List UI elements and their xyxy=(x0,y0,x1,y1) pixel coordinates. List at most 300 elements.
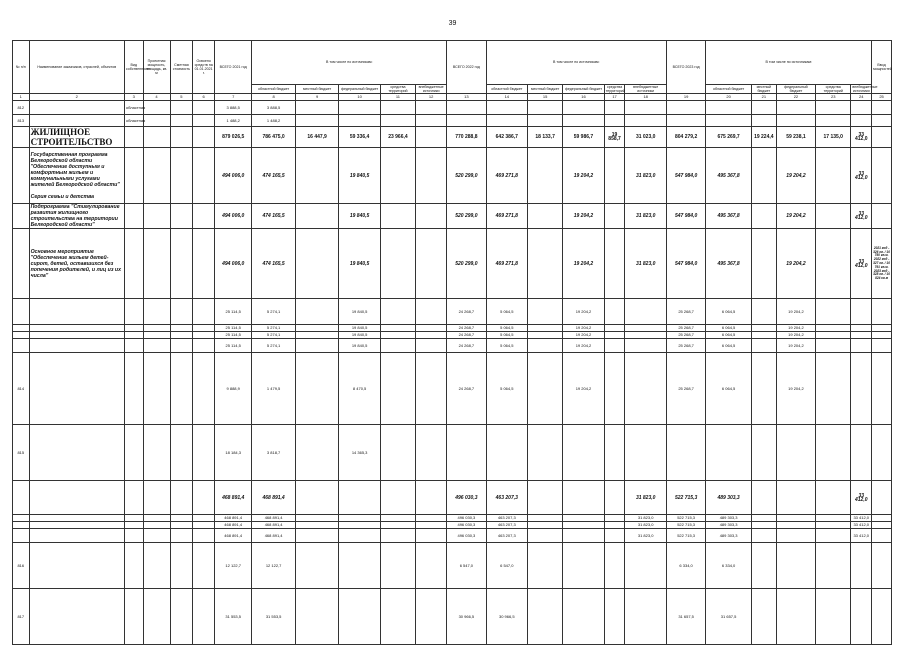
value-cell xyxy=(124,529,143,543)
value-cell xyxy=(380,515,415,522)
value-cell: 675 269,7 xyxy=(706,127,752,148)
value-cell xyxy=(124,127,143,148)
value-cell: 6 064,5 xyxy=(706,353,752,425)
row-name-cell xyxy=(29,204,124,229)
value-cell xyxy=(563,522,604,529)
src-obl-2021: областной бюджет xyxy=(252,85,296,94)
value-cell: областная xyxy=(124,115,143,127)
column-number-cell: 12 xyxy=(416,94,447,101)
value-cell xyxy=(447,115,486,127)
table-row xyxy=(13,515,892,522)
value-cell xyxy=(295,353,339,425)
table-row xyxy=(13,589,892,645)
value-cell xyxy=(751,339,776,353)
row-name-cell xyxy=(29,229,124,299)
value-cell xyxy=(625,339,667,353)
value-cell: 6 064,5 xyxy=(706,339,752,353)
value-cell xyxy=(295,339,339,353)
value-cell xyxy=(666,425,705,481)
value-cell: 19 204,2 xyxy=(563,339,604,353)
value-cell xyxy=(295,229,339,299)
value-cell: 19 840,5 xyxy=(339,148,380,204)
value-cell: 31 823,0 xyxy=(625,204,667,229)
value-cell: 6 064,5 xyxy=(706,332,752,339)
value-cell: 522 715,3 xyxy=(666,481,705,515)
value-cell: 520 299,0 xyxy=(447,204,486,229)
row-number-cell: 814 xyxy=(13,353,30,425)
value-cell xyxy=(706,115,752,127)
value-cell xyxy=(193,332,215,339)
col-cost-header: Сметная стоимость xyxy=(170,41,193,94)
value-cell xyxy=(416,229,447,299)
value-cell xyxy=(604,543,625,589)
value-cell xyxy=(143,229,170,299)
row-number-cell xyxy=(13,339,30,353)
value-cell: 474 165,5 xyxy=(252,148,296,204)
value-cell xyxy=(816,229,851,299)
col-ownership-header: Вид собственности xyxy=(124,41,143,94)
row-name-cell xyxy=(29,529,124,543)
value-cell: 12 122,7 xyxy=(215,543,252,589)
value-cell: 25 268,7 xyxy=(666,299,705,325)
value-cell xyxy=(563,515,604,522)
value-cell xyxy=(124,339,143,353)
value-cell xyxy=(295,299,339,325)
value-cell xyxy=(416,325,447,332)
value-cell xyxy=(416,148,447,204)
src-fed-2021: федеральный бюджет xyxy=(339,85,380,94)
value-cell xyxy=(339,522,380,529)
value-cell xyxy=(143,481,170,515)
capacity-input-cell: 2021 год - 326 кв. / 10 750 кв.м. 2022 год - 327 кв. / 10 791 кв.м. 2023 год - 328 кв. / 10 824 кв.м xyxy=(872,229,892,299)
value-cell xyxy=(751,332,776,339)
value-cell xyxy=(170,115,193,127)
value-cell xyxy=(380,522,415,529)
value-cell xyxy=(124,515,143,522)
capacity-input-cell xyxy=(872,543,892,589)
value-cell: 468 891,4 xyxy=(215,515,252,522)
table-row xyxy=(13,115,892,127)
value-cell xyxy=(604,425,625,481)
value-cell xyxy=(816,529,851,543)
value-cell: 6 547,0 xyxy=(447,543,486,589)
value-cell xyxy=(170,339,193,353)
value-cell xyxy=(380,543,415,589)
value-cell: областная xyxy=(124,101,143,115)
value-cell xyxy=(295,529,339,543)
column-number-cell: 21 xyxy=(751,94,776,101)
value-cell xyxy=(604,522,625,529)
value-cell xyxy=(339,543,380,589)
value-cell: 31 823,0 xyxy=(625,529,667,543)
value-cell: 6 064,5 xyxy=(706,299,752,325)
value-cell xyxy=(816,204,851,229)
table-row xyxy=(13,543,892,589)
value-cell: 474 165,5 xyxy=(252,229,296,299)
column-number-cell: 13 xyxy=(447,94,486,101)
value-cell xyxy=(193,148,215,204)
row-name-text: Государственная программа Белгородской области "Обеспечение доступным и комфортным жильем и коммунальными услугами жителей Белгородской области" xyxy=(30,151,120,188)
value-cell: 495 367,8 xyxy=(706,148,752,204)
value-cell: 468 891,4 xyxy=(252,522,296,529)
value-cell: 24 268,7 xyxy=(447,353,486,425)
value-cell xyxy=(295,115,339,127)
value-cell xyxy=(625,425,667,481)
value-cell xyxy=(193,204,215,229)
table-row xyxy=(13,325,892,332)
value-cell: 19 204,2 xyxy=(563,325,604,332)
value-cell: 547 984,0 xyxy=(666,229,705,299)
value-cell xyxy=(851,332,872,339)
value-cell: 489 303,3 xyxy=(706,481,752,515)
value-cell xyxy=(193,353,215,425)
column-number-cell: 9 xyxy=(295,94,339,101)
value-cell xyxy=(416,515,447,522)
value-cell: 496 030,3 xyxy=(447,529,486,543)
value-cell: 520 299,0 xyxy=(447,148,486,204)
value-cell xyxy=(124,148,143,204)
value-cell xyxy=(193,115,215,127)
value-cell xyxy=(170,353,193,425)
value-cell xyxy=(295,101,339,115)
value-cell xyxy=(776,101,815,115)
row-number-cell xyxy=(13,148,30,204)
value-cell: 25 114,5 xyxy=(215,325,252,332)
value-cell: 468 891,4 xyxy=(215,481,252,515)
value-cell xyxy=(528,339,563,353)
value-cell xyxy=(625,325,667,332)
value-cell xyxy=(604,481,625,515)
value-cell xyxy=(380,425,415,481)
value-cell: 30 966,5 xyxy=(486,589,527,645)
value-cell xyxy=(295,148,339,204)
table-row xyxy=(13,425,892,481)
table-row xyxy=(13,339,892,353)
src-vneb-2021: внебюджетные источники xyxy=(416,85,447,94)
value-cell: 468 891,4 xyxy=(252,529,296,543)
row-number-cell: 813 xyxy=(13,115,30,127)
src-terr-2023: средства территорий xyxy=(816,85,851,94)
value-cell xyxy=(143,115,170,127)
value-cell xyxy=(486,425,527,481)
value-cell: 19 858,7 xyxy=(604,127,625,148)
value-cell: 19 840,5 xyxy=(339,325,380,332)
value-cell: 5 064,5 xyxy=(486,339,527,353)
value-cell xyxy=(563,481,604,515)
value-cell: 496 030,3 xyxy=(447,522,486,529)
value-cell: 1 488,2 xyxy=(252,115,296,127)
row-name-cell xyxy=(29,481,124,515)
value-cell xyxy=(604,529,625,543)
value-cell xyxy=(380,229,415,299)
value-cell xyxy=(143,204,170,229)
value-cell xyxy=(776,515,815,522)
value-cell: 25 268,7 xyxy=(666,332,705,339)
col-name-header: Наименование заказчиков, отраслей, объектов xyxy=(29,41,124,94)
col-spent-header: Освоено средств на 01.01.2021 г. xyxy=(193,41,215,94)
value-cell xyxy=(124,425,143,481)
value-cell xyxy=(380,115,415,127)
table-row xyxy=(13,353,892,425)
value-cell xyxy=(143,101,170,115)
value-cell xyxy=(816,332,851,339)
value-cell: 14 365,3 xyxy=(339,425,380,481)
row-name-cell xyxy=(29,425,124,481)
value-cell: 8 470,5 xyxy=(339,353,380,425)
value-cell xyxy=(751,148,776,204)
value-cell xyxy=(751,589,776,645)
value-cell xyxy=(625,543,667,589)
value-cell: 489 303,3 xyxy=(706,529,752,543)
value-cell: 31 823,0 xyxy=(625,481,667,515)
value-cell: 25 114,5 xyxy=(215,332,252,339)
value-cell xyxy=(143,543,170,589)
row-number-cell xyxy=(13,229,30,299)
value-cell: 33 412,0 xyxy=(851,204,872,229)
budget-table xyxy=(12,40,892,645)
value-cell xyxy=(625,115,667,127)
value-cell: 19 204,2 xyxy=(776,204,815,229)
row-name-cell xyxy=(29,101,124,115)
value-cell xyxy=(143,515,170,522)
column-number-cell: 5 xyxy=(170,94,193,101)
value-cell xyxy=(528,515,563,522)
value-cell: 19 204,2 xyxy=(776,229,815,299)
value-cell xyxy=(604,332,625,339)
value-cell: 33 412,0 xyxy=(851,515,872,522)
value-cell xyxy=(124,481,143,515)
value-cell: 489 303,3 xyxy=(706,522,752,529)
value-cell: 25 114,5 xyxy=(215,339,252,353)
value-cell: 469 271,8 xyxy=(486,148,527,204)
value-cell xyxy=(339,515,380,522)
value-cell xyxy=(528,353,563,425)
value-cell xyxy=(295,325,339,332)
value-cell xyxy=(528,325,563,332)
value-cell xyxy=(563,115,604,127)
value-cell: 23 966,4 xyxy=(380,127,415,148)
value-cell xyxy=(751,229,776,299)
value-cell xyxy=(851,325,872,332)
column-number-cell: 1 xyxy=(13,94,30,101)
value-cell xyxy=(124,543,143,589)
value-cell: 489 303,3 xyxy=(706,515,752,522)
value-cell: 463 207,3 xyxy=(486,481,527,515)
value-cell xyxy=(170,127,193,148)
value-cell xyxy=(751,299,776,325)
value-cell xyxy=(193,425,215,481)
value-cell xyxy=(486,115,527,127)
value-cell: 469 271,8 xyxy=(486,229,527,299)
value-cell xyxy=(295,481,339,515)
row-number-cell xyxy=(13,299,30,325)
value-cell xyxy=(851,589,872,645)
value-cell xyxy=(816,522,851,529)
value-cell xyxy=(563,425,604,481)
col-capacity-header: Проектная мощность, площадь, кв. м xyxy=(143,41,170,94)
value-cell xyxy=(193,339,215,353)
value-cell: 19 224,4 xyxy=(751,127,776,148)
value-cell xyxy=(604,101,625,115)
value-cell: 31 553,5 xyxy=(215,589,252,645)
value-cell xyxy=(816,299,851,325)
value-cell: 24 268,7 xyxy=(447,332,486,339)
value-cell: 33 412,0 xyxy=(851,529,872,543)
capacity-input-cell xyxy=(872,325,892,332)
value-cell xyxy=(193,589,215,645)
table-row xyxy=(13,101,892,115)
col-total-2021-header: ВСЕГО 2021 год xyxy=(215,41,252,94)
value-cell xyxy=(380,529,415,543)
value-cell: 469 271,8 xyxy=(486,204,527,229)
value-cell: 24 268,7 xyxy=(447,299,486,325)
value-cell: 468 891,4 xyxy=(215,529,252,543)
column-number-cell: 25 xyxy=(872,94,892,101)
value-cell xyxy=(666,115,705,127)
capacity-input-cell xyxy=(872,529,892,543)
row-name-cell xyxy=(29,299,124,325)
row-number-cell: 817 xyxy=(13,589,30,645)
value-cell: 9 888,9 xyxy=(215,353,252,425)
value-cell xyxy=(339,481,380,515)
value-cell xyxy=(528,229,563,299)
value-cell: 804 279,2 xyxy=(666,127,705,148)
capacity-input-cell xyxy=(872,299,892,325)
value-cell xyxy=(124,325,143,332)
column-number-cell: 8 xyxy=(252,94,296,101)
capacity-input-cell xyxy=(872,425,892,481)
value-cell xyxy=(816,425,851,481)
value-cell xyxy=(776,115,815,127)
value-cell xyxy=(170,543,193,589)
value-cell xyxy=(528,522,563,529)
value-cell xyxy=(124,204,143,229)
column-number-cell: 4 xyxy=(143,94,170,101)
value-cell: 786 475,0 xyxy=(252,127,296,148)
value-cell xyxy=(625,332,667,339)
src-obl-2023: областной бюджет xyxy=(706,85,752,94)
value-cell: 33 412,0 xyxy=(851,127,872,148)
value-cell xyxy=(706,101,752,115)
value-cell: 5 064,5 xyxy=(486,325,527,332)
value-cell xyxy=(751,325,776,332)
value-cell xyxy=(816,339,851,353)
value-cell: 19 840,5 xyxy=(339,299,380,325)
row-name-text: ЖИЛИЩНОЕ СТРОИТЕЛЬСТВО xyxy=(30,127,113,148)
value-cell xyxy=(170,148,193,204)
capacity-input-cell xyxy=(872,332,892,339)
value-cell xyxy=(563,543,604,589)
value-cell: 25 268,7 xyxy=(666,325,705,332)
value-cell: 31 657,5 xyxy=(706,589,752,645)
value-cell xyxy=(416,589,447,645)
value-cell xyxy=(604,325,625,332)
value-cell xyxy=(751,353,776,425)
value-cell: 5 274,1 xyxy=(252,325,296,332)
row-name-cell xyxy=(29,127,124,148)
value-cell: 3 818,7 xyxy=(252,425,296,481)
row-name-cell xyxy=(29,515,124,522)
table-row xyxy=(13,148,892,204)
column-number-cell: 6 xyxy=(193,94,215,101)
value-cell: 30 966,5 xyxy=(447,589,486,645)
table-row xyxy=(13,529,892,543)
value-cell xyxy=(851,115,872,127)
value-cell: 24 268,7 xyxy=(447,325,486,332)
value-cell xyxy=(124,522,143,529)
column-number-cell: 14 xyxy=(486,94,527,101)
value-cell xyxy=(563,589,604,645)
value-cell xyxy=(776,425,815,481)
value-cell: 18 133,7 xyxy=(528,127,563,148)
value-cell: 18 184,3 xyxy=(215,425,252,481)
value-cell xyxy=(143,522,170,529)
value-cell: 31 553,5 xyxy=(252,589,296,645)
value-cell xyxy=(339,529,380,543)
value-cell xyxy=(625,101,667,115)
capacity-input-cell xyxy=(872,515,892,522)
col-total-2022-header: ВСЕГО 2022 год xyxy=(447,41,486,94)
value-cell: 19 204,2 xyxy=(776,339,815,353)
value-cell xyxy=(416,425,447,481)
value-cell xyxy=(816,148,851,204)
value-cell xyxy=(706,425,752,481)
value-cell xyxy=(604,353,625,425)
table-row xyxy=(13,127,892,148)
value-cell xyxy=(528,332,563,339)
row-number-cell xyxy=(13,127,30,148)
value-cell: 24 268,7 xyxy=(447,339,486,353)
row-number-cell xyxy=(13,522,30,529)
value-cell: 33 412,0 xyxy=(851,229,872,299)
value-cell: 463 207,3 xyxy=(486,522,527,529)
value-cell xyxy=(143,332,170,339)
value-cell xyxy=(528,101,563,115)
capacity-input-cell xyxy=(872,101,892,115)
value-cell: 494 006,0 xyxy=(215,229,252,299)
value-cell xyxy=(625,589,667,645)
row-name-cell xyxy=(29,325,124,332)
value-cell xyxy=(563,101,604,115)
value-cell: 468 891,4 xyxy=(252,515,296,522)
value-cell xyxy=(143,589,170,645)
value-cell xyxy=(528,115,563,127)
value-cell: 5 064,5 xyxy=(486,332,527,339)
col-total-2023-header: ВСЕГО 2023 год xyxy=(666,41,705,94)
table-row xyxy=(13,522,892,529)
value-cell xyxy=(851,101,872,115)
value-cell xyxy=(380,325,415,332)
value-cell xyxy=(416,529,447,543)
value-cell xyxy=(416,353,447,425)
value-cell: 6 547,0 xyxy=(486,543,527,589)
value-cell xyxy=(416,299,447,325)
src-vneb-2022: внебюджетные источники xyxy=(625,85,667,94)
value-cell: 19 204,2 xyxy=(563,204,604,229)
value-cell xyxy=(563,529,604,543)
value-cell xyxy=(416,101,447,115)
value-cell xyxy=(816,543,851,589)
value-cell: 468 891,4 xyxy=(252,481,296,515)
value-cell xyxy=(666,101,705,115)
value-cell xyxy=(816,325,851,332)
row-name-cell xyxy=(29,148,124,204)
value-cell xyxy=(528,299,563,325)
value-cell: 19 204,2 xyxy=(776,325,815,332)
value-cell: 5 064,5 xyxy=(486,353,527,425)
value-cell xyxy=(751,425,776,481)
value-cell xyxy=(193,515,215,522)
